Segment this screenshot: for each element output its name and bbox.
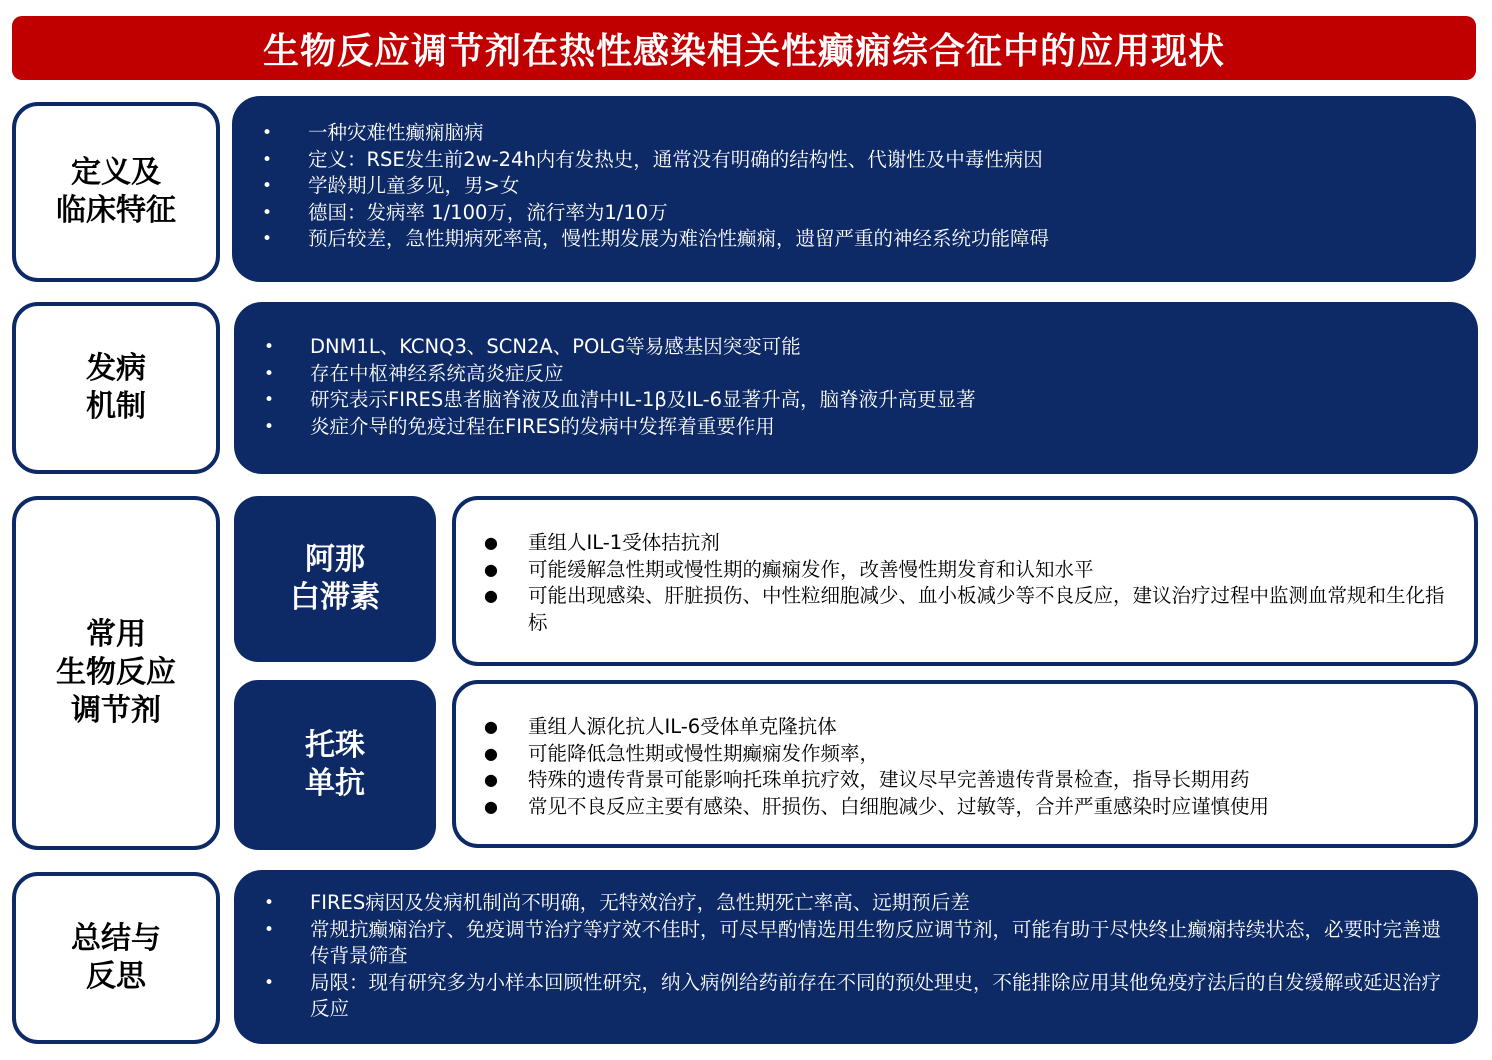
mechanism-label-box <box>12 302 220 474</box>
tocilizumab-label-line: 单抗 <box>305 766 365 801</box>
mechanism-item: • 炎症介导的免疫过程在FIRES的发病中发挥着重要作用 <box>234 414 1478 441</box>
mechanism-item: • 存在中枢神经系统高炎症反应 <box>234 361 1478 388</box>
mechanism-label-line: 发病 <box>86 351 146 386</box>
anakinra-item: ● 可能出现感染、肝脏损伤、中性粒细胞减少、血小板减少等不良反应，建议治疗过程中监测血常规和生化指标 <box>456 583 1452 636</box>
anakinra-label-box <box>234 496 436 662</box>
page-title: 生物反应调节剂在热性感染相关性癫痫综合征中的应用现状 <box>262 30 1225 72</box>
anakinra-label-line: 白滞素 <box>290 580 380 615</box>
mechanism-item: • 研究表示FIRES患者脑脊液及血清中IL-1β及IL-6显著升高，脑脊液升高更显著 <box>234 387 1478 414</box>
definition-panel <box>232 96 1476 282</box>
definition-label-box <box>12 102 220 282</box>
definition-list <box>232 120 1476 253</box>
tocilizumab-item: ● 特殊的遗传背景可能影响托珠单抗疗效，建议尽早完善遗传背景检查，指导长期用药 <box>456 767 1452 794</box>
mechanism-list <box>234 334 1478 440</box>
mechanism-panel <box>234 302 1478 474</box>
definition-item: • 一种灾难性癫痫脑病 <box>232 120 1476 147</box>
definition-item: • 预后较差，急性期病死率高，慢性期发展为难治性癫痫，遗留严重的神经系统功能障碍 <box>232 226 1476 253</box>
definition-label-line: 临床特征 <box>56 193 176 228</box>
tocilizumab-item: ● 可能降低急性期或慢性期癫痫发作频率， <box>456 741 1452 768</box>
tocilizumab-item: ● 常见不良反应主要有感染、肝损伤、白细胞减少、过敏等，合并严重感染时应谨慎使用 <box>456 794 1452 821</box>
mechanism-label-line: 机制 <box>86 389 146 424</box>
summary-list <box>234 890 1454 1023</box>
summary-label-box <box>12 872 220 1044</box>
agents-label-line: 调节剂 <box>71 693 161 728</box>
summary-label-line: 反思 <box>86 959 146 994</box>
anakinra-item: ● 可能缓解急性期或慢性期的癫痫发作，改善慢性期发育和认知水平 <box>456 557 1452 584</box>
agents-label-box <box>12 496 220 850</box>
definition-item: • 学龄期儿童多见，男>女 <box>232 173 1476 200</box>
anakinra-list <box>456 530 1452 636</box>
agents-label-line: 常用 <box>86 617 146 652</box>
agents-label-line: 生物反应 <box>56 655 176 690</box>
tocilizumab-label-line: 托珠 <box>305 728 365 763</box>
definition-item: • 定义：RSE发生前2w-24h内有发热史，通常没有明确的结构性、代谢性及中毒性病因 <box>232 147 1476 174</box>
tocilizumab-list <box>456 714 1452 820</box>
tocilizumab-detail-box <box>452 680 1478 848</box>
tocilizumab-label-box <box>234 680 436 850</box>
summary-label-line: 总结与 <box>71 921 161 956</box>
definition-label-line: 定义及 <box>71 155 161 190</box>
definition-item: • 德国：发病率 1/100万，流行率为1/10万 <box>232 200 1476 227</box>
anakinra-label-line: 阿那 <box>305 542 365 577</box>
tocilizumab-item: ● 重组人源化抗人IL-6受体单克隆抗体 <box>456 714 1452 741</box>
summary-item: • 局限：现有研究多为小样本回顾性研究，纳入病例给药前存在不同的预处理史，不能排除应用其他免疫疗法后的自发缓解或延迟治疗反应 <box>234 970 1454 1023</box>
page-title-banner <box>12 16 1476 80</box>
summary-panel <box>234 870 1478 1044</box>
anakinra-detail-box <box>452 496 1478 666</box>
summary-item: • 常规抗癫痫治疗、免疫调节治疗等疗效不佳时，可尽早酌情选用生物反应调节剂，可能有助于尽快终止癫痫持续状态，必要时完善遗传背景筛查 <box>234 917 1454 970</box>
anakinra-item: ● 重组人IL-1受体拮抗剂 <box>456 530 1452 557</box>
summary-item: • FIRES病因及发病机制尚不明确，无特效治疗，急性期死亡率高、远期预后差 <box>234 890 1454 917</box>
mechanism-item: • DNM1L、KCNQ3、SCN2A、POLG等易感基因突变可能 <box>234 334 1478 361</box>
